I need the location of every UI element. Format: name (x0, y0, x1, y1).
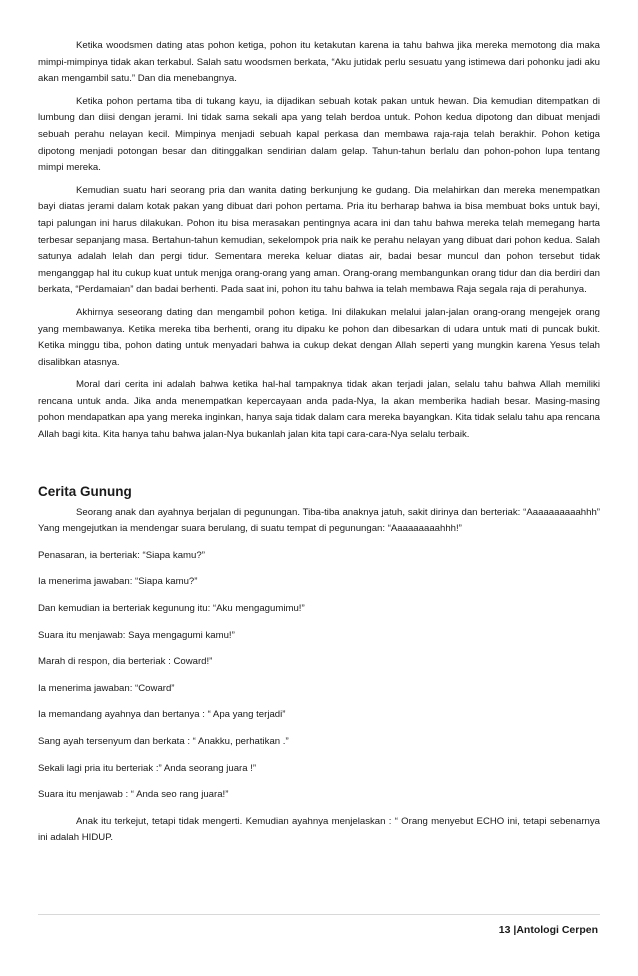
story1-paragraph-5: Moral dari cerita ini adalah bahwa ketika hal-hal tampaknya tidak akan terjadi jalan, selalu tahu bahwa Allah memiliki rencana untuk anda. Jika anda menempatkan kepercayaan anda pada-Nya, Ia akan memberika hadiah besar. Masing-masing pohon mendapatkan apa yang mereka inginkan, hanya saja tidak dalam cara mereka bayangkan. Kita tidak selalu tahu apa rencana Allah bagi kita. Kita hanya tahu bahwa jalan-Nya bukanlah jalan kita tapi cara-cara-Nya selalu terbaik. (38, 379, 600, 441)
dialog-line: Ia menerima jawaban: “Coward” (38, 682, 175, 694)
story2-closing: Anak itu terkejut, tetapi tidak mengerti. Kemudian ayahnya menjelaskan : “ Orang menyebut ECHO ini, tetapi sebenarnya ini adalah HIDUP. (38, 815, 600, 844)
dialog-line: Suara itu menjawab: Saya mengagumi kamu!” (38, 629, 235, 641)
dialog-line: Marah di respon, dia berteriak : Coward!” (38, 656, 213, 668)
dialog-line: Ia menerima jawaban: “Siapa kamu?” (38, 576, 198, 588)
dialog-line: Sang ayah tersenyum dan berkata : “ Anakku, perhatikan .” (38, 736, 289, 747)
section-heading: Cerita Gunung (38, 483, 132, 499)
dialog-line: Penasaran, ia berteriak: “Siapa kamu?” (38, 549, 205, 561)
story1-paragraph-3: Kemudian suatu hari seorang pria dan wanita dating berkunjung ke gudang. Dia melahirkan dan mereka menempatkan bayi diatas jerami dalam kotak pakan yang dibuat dari pohon pertama. Pria itu berharap bahwa ia bisa membuat boks untuk bayi, tapi palungan ini harus dilakukan. Pohon itu bisa merasakan pentingnya acara ini dan tahu bahwa mereka telah memegang harta terbesar sepanjang masa. Bertahun-tahun kemudian, sekelompok pria naik ke perahu nelayan yang dibuat dari pohon kedua. Salah satunya adalah lelah dan pergi tidur. Sementara mereka keluar diatas air, badai besar muncul dan pohon tersebut tidak menganggap hal itu cukup kuat untuk menjga orang-orang yang aman. Orang-orang membangunkan orang tidur dan dia berdiri dan berkata, “Perdamaian” dan badai berhenti. Pada saat ini, pohon itu tahu bahwa ia telah membawa Raja segala raja di perahunya. (38, 184, 600, 296)
page-content (38, 38, 600, 847)
dialog-line: Suara itu menjawab : “ Anda seo rang juara!” (38, 789, 229, 801)
story1-paragraph-4: Akhirnya seseorang dating dan mengambil pohon ketiga. Ini dilakukan melalui jalan-jalan orang-orang mengejek orang yang membawanya. Ketika mereka tiba berhenti, orang itu dipaku ke pohon dan dibesarkan di udara untuk mati di puncak bukit. Ketika minggu tiba, pohon dating untuk menyadari bahwa ia cukup dekat dengan Allah seperti yang mungkin karena Yesus telah disalibkan atasnya. (38, 306, 600, 368)
page-footer: 13 |Antologi Cerpen (498, 924, 598, 936)
story1-paragraph-1: Ketika woodsmen dating atas pohon ketiga, pohon itu ketakutan karena ia tahu bahwa jika mereka memotong dia maka mimpi-mimpinya tidak akan terkabul. Salah satu woodsmen berkata, “Aku jutidak perlu sesuatu yang istimewa dari pohonku jadi aku akan mengambil satu.” Dan dia menebangnya. (38, 40, 600, 85)
dialog-line: Ia memandang ayahnya dan bertanya : “ Apa yang terjadi” (38, 709, 286, 721)
story1-paragraph-2: Ketika pohon pertama tiba di tukang kayu, ia dijadikan sebuah kotak pakan untuk hewan. Dia kemudian ditempatkan di lumbung dan diisi dengan jerami. Ini tidak sama sekali apa yang telah berdoa untuk. Pohon kedua dipotong dan dibuat menjadi sebuah perahu nelayan kecil. Mimpinya menjadi sebuah kapal perkasa dan membawa raja-raja telah berakhir. Pohon ketiga dipotong menjadi potongan besar dan ditinggalkan sendirian dalam gelap. Tahun-tahun berlalu dan pohon-pohon lupa tentang mimpi mereka. (38, 95, 600, 174)
story2-intro: Seorang anak dan ayahnya berjalan di pegunungan. Tiba-tiba anaknya jatuh, sakit dirinya dan berteriak: “Aaaaaaaaaahhh” Yang mengejutkan ia mendengar suara berulang, di suatu tempat di pegunungan: “Aaaaaaaaahhh!” (38, 506, 600, 535)
dialog-line: Dan kemudian ia berteriak kegunung itu: “Aku mengagumimu!” (38, 603, 305, 615)
dialog-line: Sekali lagi pria itu berteriak :” Anda seorang juara !” (38, 762, 257, 774)
footer-divider (38, 914, 600, 915)
